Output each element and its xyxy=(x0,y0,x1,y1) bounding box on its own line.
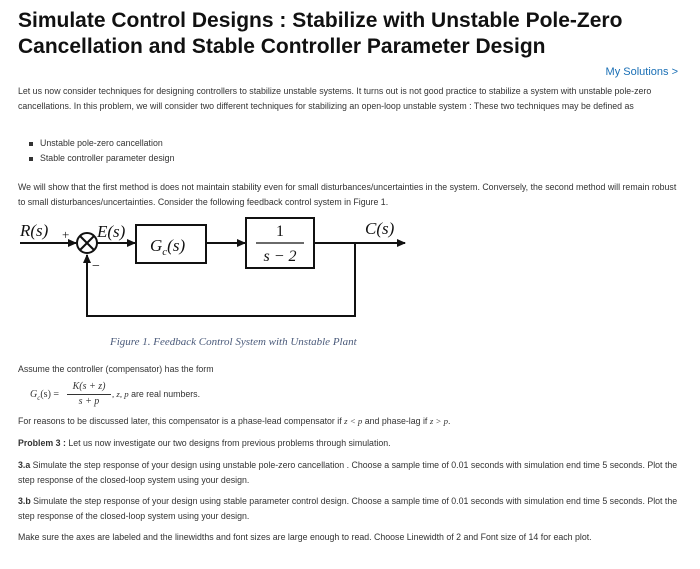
controller-label: $G_c(s)$ xyxy=(150,236,186,258)
plant-denominator: s − 2 xyxy=(263,248,297,265)
error-label: E(s) xyxy=(97,222,126,241)
summing-minus-sign: − xyxy=(92,259,100,274)
problem-3-paragraph: Problem 3 : Let us now investigate our two designs from previous problems through simulation. xyxy=(18,438,391,448)
assume-paragraph: Assume the controller (compensator) has the form xyxy=(18,364,214,374)
intro-paragraph: Let us now consider techniques for designing controllers to stabilize unstable systems. It turns out is not good practice to stabilize a system with unstable pole-zero cancellations. In this problem, we will consider two different techniques for stabilizing an open-loop unstable system : These two techniques may be defined as xyxy=(18,86,652,111)
figure-intro-paragraph: We will show that the first method is does not maintain stability even for small disturbances/uncertainties in the system. Conversely, the second method will remain robust to small disturbances/uncertainties. Consider the following feedback control system in Figure 1. xyxy=(18,182,677,207)
question-3a-paragraph: 3.a Simulate the step response of your design using unstable pole-zero cancellation . Choose a sample time of 0.01 seconds with simulation end time 5 seconds. Plot the step response of the closed-loop system using your design. xyxy=(18,460,678,485)
reasons-paragraph: For reasons to be discussed later, this compensator is a phase-lead compensator if z < p and phase-lag if z > p. xyxy=(18,416,451,426)
my-solutions-link[interactable]: My Solutions > xyxy=(605,66,678,78)
figure-caption: Figure 1. Feedback Control System with Unstable Plant xyxy=(110,336,357,348)
question-3b-paragraph: 3.b Simulate the step response of your design using stable parameter control design. Choose a sample time of 0.01 seconds with simulation end time 5 seconds. Plot the step response of the closed-loop system using your design. xyxy=(18,496,678,521)
bullet-item: Unstable pole-zero cancellation xyxy=(40,138,163,148)
output-label: C(s) xyxy=(365,219,395,238)
summing-junction xyxy=(77,233,97,253)
page-title: Simulate Control Designs : Stabilize with Unstable Pole-Zero Cancellation and Stable Controller Parameter Design xyxy=(18,9,623,58)
feedback-block-diagram xyxy=(0,212,700,350)
formula-denominator: s + p xyxy=(78,396,100,407)
plant-numerator: 1 xyxy=(276,223,284,240)
final-instructions-paragraph: Make sure the axes are labeled and the linewidths and font sizes are large enough to read. Choose Linewidth of 2 and Font size of 14 for each plot. xyxy=(18,532,592,542)
formula-numerator: K(s + z) xyxy=(72,381,106,392)
input-label: R(s) xyxy=(20,221,49,240)
summing-plus-sign: + xyxy=(62,227,70,242)
bullet-item: Stable controller parameter design xyxy=(40,153,175,163)
